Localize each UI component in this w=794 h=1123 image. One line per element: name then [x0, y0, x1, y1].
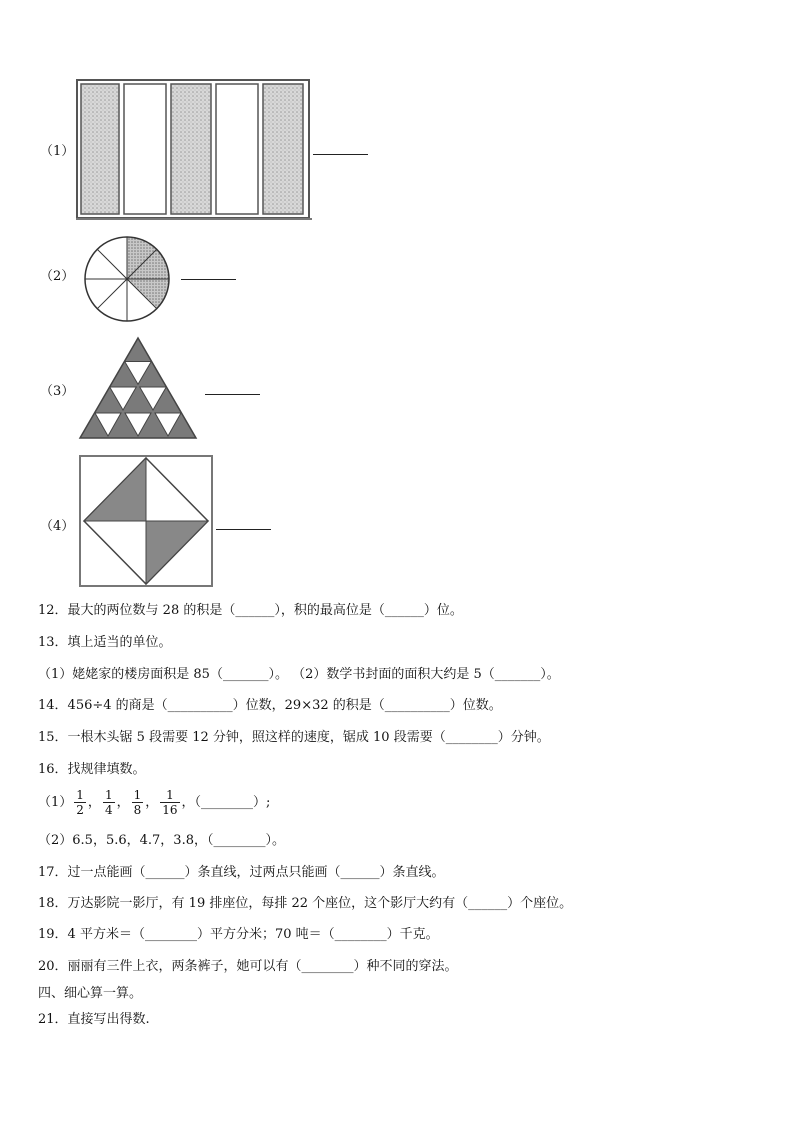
question-12: 12．最大的两位数与 28 的积是（______），积的最高位是（______）位。 — [38, 603, 463, 618]
figure-2-label: （2） — [40, 269, 75, 284]
strip-1-shaded — [81, 84, 119, 214]
question-15: 15．一根木头锯 5 段需要 12 分钟，照这样的速度，锯成 10 段需要（________）分钟。 — [38, 730, 550, 745]
question-19: 19．4 平方米＝（________）平方分米；70 吨＝（________）千克。 — [38, 927, 439, 942]
question-21: 21．直接写出得数. — [38, 1012, 150, 1027]
fraction-1: $\frac{1}{2}$ — [76, 788, 84, 817]
question-16-part-2: （2）6.5，5.6，4.7，3.8，（________）。 — [38, 833, 285, 848]
figure-1-answer-blank[interactable] — [313, 154, 368, 155]
question-20: 20．丽丽有三件上衣，两条裤子，她可以有（________）种不同的穿法。 — [38, 959, 458, 974]
figure-1-strip-rectangle — [76, 79, 312, 221]
figure-3-answer-blank[interactable] — [205, 394, 260, 395]
strip-3-shaded — [171, 84, 211, 214]
figure-3-triangle-grid — [78, 336, 198, 440]
question-13-part: （1）姥姥家的楼房面积是 85（_______）。 （2）数学书封面的面积大约是 5（_______）。 — [38, 667, 560, 682]
figure-2-circle-sectors — [80, 232, 174, 326]
question-16: 16．找规律填数。 — [38, 762, 146, 777]
figure-3-label: （3） — [40, 384, 75, 399]
figure-2-answer-blank[interactable] — [181, 279, 236, 280]
question-17: 17．过一点能画（______）条直线，过两点只能画（______）条直线。 — [38, 865, 445, 880]
question-16-part-1: （1） $\frac{1}{2}$ ， $\frac{1}{4}$ ， $\frac{1}{8}$ ， $\frac{1}{16}$ ，（________）; — [38, 788, 271, 817]
figure-4-label: （4） — [40, 519, 75, 534]
section-4-heading: 四、细心算一算。 — [38, 986, 143, 1001]
fraction-2: $\frac{1}{4}$ — [104, 788, 113, 817]
strip-4-blank — [216, 84, 258, 214]
question-13: 13．填上适当的单位。 — [38, 635, 172, 650]
figure-4-answer-blank[interactable] — [216, 529, 271, 530]
strip-5-shaded — [263, 84, 303, 214]
fraction-3: $\frac{1}{8}$ — [133, 788, 142, 817]
question-14: 14．456÷4 的商是（__________）位数，29×32 的积是（__________）位数。 — [38, 698, 502, 713]
question-18: 18．万达影院一影厅，有 19 排座位，每排 22 个座位，这个影厅大约有（______）个座位。 — [38, 896, 573, 911]
strip-2-blank — [124, 84, 166, 214]
figure-1-label: （1） — [40, 144, 75, 159]
fraction-4: $\frac{1}{16}$ — [162, 788, 178, 817]
figure-4-square-diamond — [78, 454, 214, 588]
